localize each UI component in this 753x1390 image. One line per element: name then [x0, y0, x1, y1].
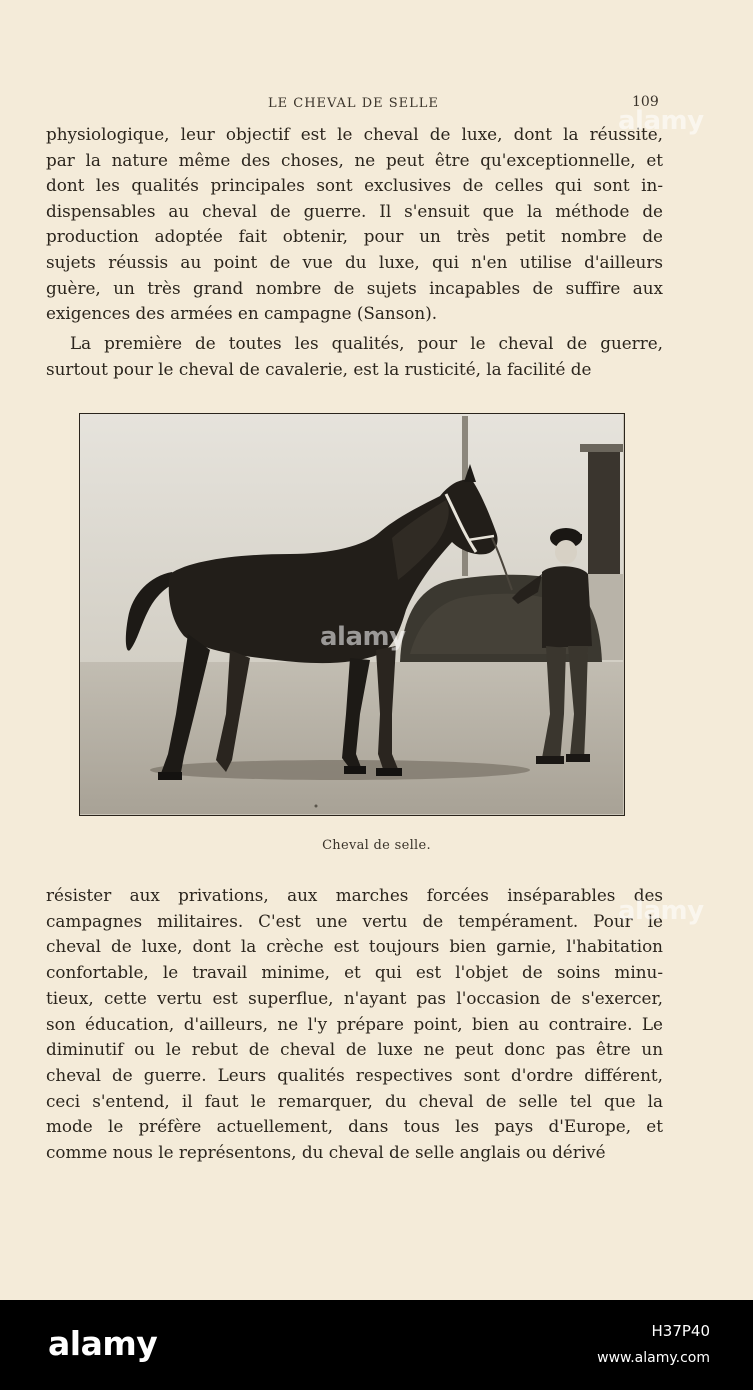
- alamy-logo: alamy: [48, 1324, 158, 1363]
- text-line: cheval de guerre. Leurs qualités respectives sont d'ordre différent,: [46, 1064, 663, 1085]
- horse-illustration: [80, 414, 623, 814]
- text-line: exigences des armées en campagne (Sanson).: [46, 303, 438, 324]
- text-line: comme nous le représentons, du cheval de selle anglais ou dérivé: [46, 1142, 606, 1162]
- text-line: cheval de luxe, dont la crèche est toujours bien garnie, l'habitation: [46, 936, 663, 957]
- text-line: diminutif ou le rebut de cheval de luxe ne peut donc pas être un: [46, 1039, 663, 1060]
- text-line: ceci s'entend, il faut le remarquer, du cheval de selle tel que la: [46, 1090, 663, 1111]
- text-line: physiologique, leur objectif est le cheval de luxe, dont la réussite,: [46, 124, 663, 144]
- text-line: tieux, cette vertu est superflue, n'ayant pas l'occasion de s'exercer,: [46, 987, 663, 1008]
- image-id: H37P40: [651, 1322, 710, 1340]
- figure-caption: Cheval de selle.: [322, 838, 431, 853]
- text-line: confortable, le travail minime, et qui est l'objet de soins minu-: [46, 962, 663, 983]
- watermark-logo: alamy: [618, 106, 704, 136]
- text-line: production adoptée fait obtenir, pour un très petit nombre de: [46, 226, 663, 247]
- horse-photograph: [79, 413, 625, 816]
- text-line: mode le préfère actuellement, dans tous les pays d'Europe, et: [46, 1116, 663, 1137]
- text-line: résister aux privations, aux marches forcées inséparables des: [46, 885, 663, 905]
- text-line: sujets réussis au point de vue du luxe, qui n'en utilise d'ailleurs: [46, 252, 663, 272]
- text-line: surtout pour le cheval de cavalerie, est la rusticité, la facilité de: [46, 358, 592, 379]
- text-line: La première de toutes les qualités, pour le cheval de guerre,: [70, 333, 663, 353]
- watermark-logo: alamy: [618, 896, 704, 926]
- text-line: par la nature même des choses, ne peut être qu'exceptionnelle, et: [46, 149, 663, 170]
- site-url: www.alamy.com: [597, 1350, 710, 1366]
- text-line: dispensables au cheval de guerre. Il s'ensuit que la méthode de: [46, 200, 663, 221]
- text-line: guère, un très grand nombre de sujets incapables de suffire aux: [46, 277, 663, 298]
- text-line: campagnes militaires. C'est une vertu de tempérament. Pour le: [46, 910, 663, 931]
- text-line: son éducation, d'ailleurs, ne l'y prépare point, bien au contraire. Le: [46, 1013, 663, 1034]
- watermark-logo: alamy: [320, 622, 406, 652]
- page-number: 109: [632, 94, 659, 110]
- running-head: LE CHEVAL DE SELLE: [268, 96, 439, 111]
- footer-bar: [0, 1300, 753, 1390]
- text-line: dont les qualités principales sont exclusives de celles qui sont in-: [46, 175, 663, 196]
